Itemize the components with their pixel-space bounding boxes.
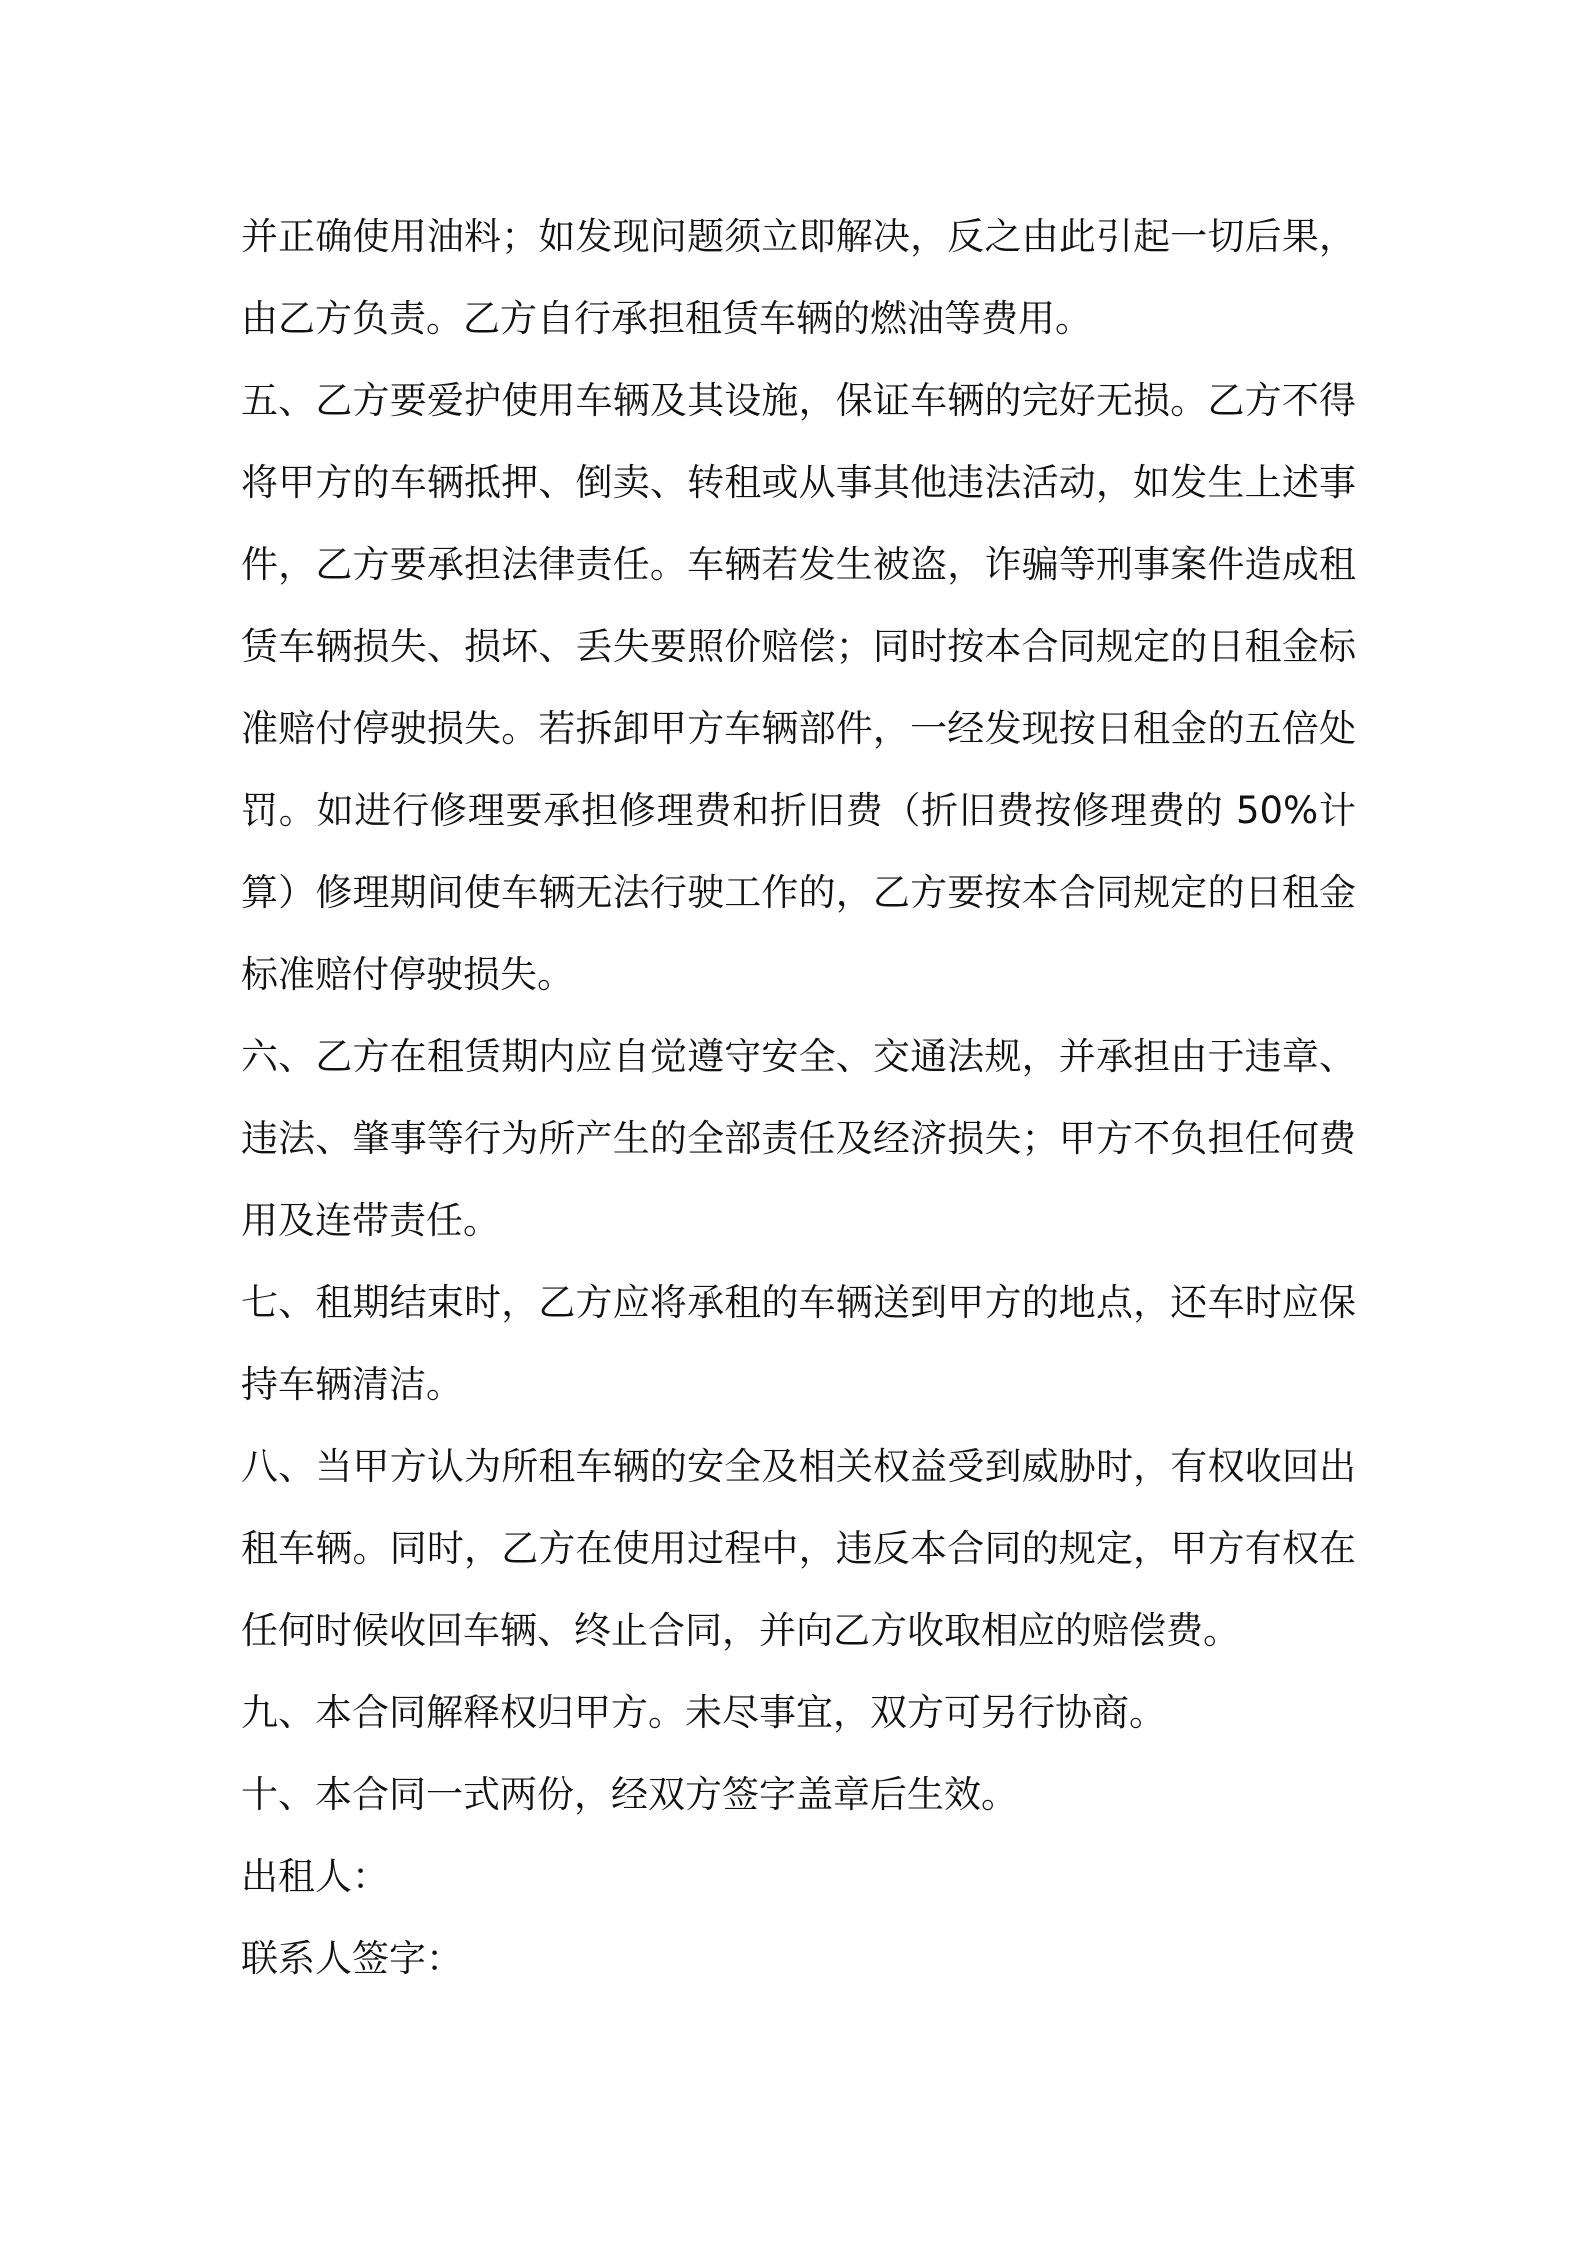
lessor-label: 出租人： [241,1855,389,1898]
paragraph-clause-10: 十、本合同一式两份，经双方签字盖章后生效。 [241,1773,1018,1816]
paragraph-clause-6: 六、乙方在租赁期内应自觉遵守安全、交通法规，并承担由于违章、违法、肇事等行为所产生的全部责任及经济损失；甲方不负担任何费用及连带责任。 [241,1035,1356,1242]
paragraph-clause-5: 五、乙方要爱护使用车辆及其设施，保证车辆的完好无损。乙方不得将甲方的车辆抵押、倒卖、转租或从事其他违法活动，如发生上述事件，乙方要承担法律责任。车辆若发生被盗，诈骗等刑事案件造成租赁车辆损失、损坏、丢失要照价赔偿；同时按本合同规定的日租金标准赔付停驶损失。若拆卸甲方车辆部件，一经发现按日租金的五倍处罚。如进行修理要承担修理费和折旧费（折旧费按修理费的 50%计算）修理期间使车辆无法行驶工作的，乙方要按本合同规定的日租金标准赔付停驶损失。 [241,379,1356,996]
paragraph-clause-8: 八、当甲方认为所租车辆的安全及相关权益受到威胁时，有权收回出租车辆。同时，乙方在使用过程中，违反本合同的规定，甲方有权在任何时候收回车辆、终止合同，并向乙方收取相应的赔偿费。 [241,1445,1356,1652]
contact-signature-label: 联系人签字： [241,1937,463,1980]
paragraph-fuel-clause-continued: 并正确使用油料；如发现问题须立即解决，反之由此引起一切后果，由乙方负责。乙方自行承担租赁车辆的燃油等费用。 [241,215,1356,340]
contract-body [241,196,1356,2000]
paragraph-clause-7: 七、租期结束时，乙方应将承租的车辆送到甲方的地点，还车时应保持车辆清洁。 [241,1281,1356,1406]
paragraph-clause-9: 九、本合同解释权归甲方。未尽事宜，双方可另行协商。 [241,1691,1166,1734]
